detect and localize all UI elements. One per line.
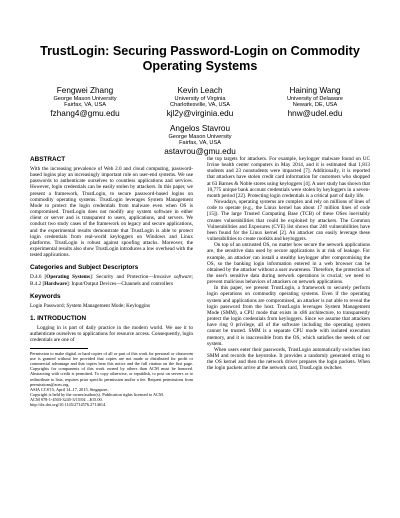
conference-info: ASIA CCS'15, April 14–17, 2015, Singapore.. [30, 386, 110, 392]
categories-heading: Categories and Subject Descriptors [30, 264, 139, 272]
author-affiliation: University of Delaware [287, 95, 343, 102]
author-email: fzhang4@gmu.edu [50, 108, 120, 118]
author-location: Charlottesville, VA, USA [170, 102, 230, 109]
doi-link[interactable]: http://dx.doi.org/10.1145/2714576.2714614. [30, 401, 107, 407]
footnote-divider [30, 348, 88, 349]
body-paragraph: On top of an untrusted OS, no matter how secure the network applications are, the sensitive data used by secure applications is at risk of leakage. For example, an attacker can install a stealthy keylogger after compromising the OS, so the banking login information entered in a web browser can be obtained by the attacker without a user awareness. Therefore, the protection of the user's sensitive data during network operations is crucial; we need to prevent malicious behaviors of attackers on network applications. [207, 242, 370, 286]
introduction-heading: 1. INTRODUCTION [30, 314, 87, 322]
body-paragraph: In this paper, we present TrustLogin, a framework to securely perform login operations on commodity operating systems. Even if the operating system and applications are compromised, an attacker is not able to reveal the login password from the host. TrustLogin leverages System Management Mode (SMM), a CPU mode that exists in x86 architecture, to transparently protect the login credentials from keyloggers. Since we assume that attackers have ring 0 privilege, all of the software including the operating system cannot be trusted. SMM is a separate CPU mode with isolated execution memory, and it is inaccessible from the OS, which satisfies the needs of our system. [207, 285, 370, 347]
category-rest: ]: Input/Output Devices—Channels and controllers [66, 280, 173, 287]
author-affiliation: University of Virginia [174, 95, 226, 102]
category-code: D.4.6 [ [30, 274, 47, 281]
body-paragraph: Nowadays, operating systems are complex and rely on millions of lines of code to operate (e.g., the Linux kernel has about 17 million lines of code [15]). The large Trusted Computing Base (TCB) of these OSes inevitably creates vulnerabilities that could be exploited by attackers. The Common Vulnerabilities and Exposures (CVE) list shows that 240 vulnerabilities have been found for the Linux kernel [2]. An attacker can easily leverage these vulnerabilities to create rootkits and keyloggers. [207, 199, 370, 243]
author-email: kjl2y@virginia.edu [166, 108, 234, 118]
author-block [145, 124, 255, 156]
category-italic: Invasive software [153, 274, 192, 281]
acm-isbn: ACM 978-1-4503-3245-3/15/04 ...$15.00. [30, 396, 103, 402]
author-name: Angelos Stavrou [169, 124, 231, 133]
left-column [30, 156, 193, 407]
author-email: hnw@udel.edu [287, 108, 343, 118]
author-email: astavrou@gmu.edu [164, 146, 236, 156]
category-code: ; B.4.2 [ [30, 274, 193, 287]
author-affiliation: George Mason University [53, 95, 117, 102]
abstract-text: With the increasing prevalence of Web 2.0 and cloud computing, password-based logins play an increasingly important role on user-end systems. We use passwords to authenticate ourselves to countless applications and services. However, login credentials can be easily stolen by attackers. In this paper, we present a framework, TrustLogin, to secure password-based logins on commodity operating systems. TrustLogin leverages System Management Mode to protect the login credentials from malware even when OS is compromised. TrustLogin does not modify any system software in either client or server and is transparent to users, applications, and servers. We conduct two study cases of the framework on legacy and secure applications, and the experimental results demonstrate that TrustLogin is able to protect login credentials from real-world keyloggers on Windows and Linux platforms. TrustLogin is robust against spoofing attacks. Moreover, the experimental results also show TrustLogin introduces a low overhead with the tested applications. [30, 166, 193, 259]
author-name: Fengwei Zhang [56, 86, 114, 95]
author-name: Kevin Leach [177, 86, 223, 95]
category-name: Hardware [44, 280, 67, 287]
right-column [207, 156, 370, 371]
authors-row [30, 86, 370, 118]
permission-notice: Permission to make digital or hard copies of all or part of this work for personal or classroom use is granted without fee provided that copies are not made or distributed for profit or commercial advantage and that copies bear this notice and the full citation on the first page. Copyrights for components of this work owned by others than ACM must be honored. Abstracting with credit is permitted. To copy otherwise, or republish, to post on servers or to redistribute to lists, requires prior specific permission and/or a fee. Request permissions from permissions@acm.org. [30, 351, 193, 387]
introduction-paragraph: Logging in is part of daily practice in the modern world. We use it to authenticate ourselves to applications for resource access. Consequently, login credentials are one of [30, 324, 193, 344]
keywords-heading: Keywords [30, 292, 61, 300]
keywords-text: Login Password; System Management Mode; Keyloggins [30, 302, 151, 309]
author-name: Haining Wang [289, 86, 341, 95]
author-block [30, 86, 140, 118]
author-affiliation: George Mason University [168, 133, 232, 140]
category-name: Operating Systems [46, 274, 90, 281]
abstract-heading: ABSTRACT [30, 156, 66, 163]
categories-text [30, 274, 193, 286]
author-location: Newark, DE, USA [292, 102, 338, 109]
author-location: Fairfax, VA, USA [179, 140, 221, 147]
body-paragraph: When users enter their passwords, TrustLogin automatically switches into SMM and records the keystroke. It provides a randomly generated string to the OS kernel and then the network driver prepares the login packets. When the login packets arrive at the network card, TrustLogin switches [207, 346, 370, 372]
author-block [145, 86, 255, 118]
copyright-notice: Copyright is held by the owner/author(s). Publication rights licensed to ACM. [30, 391, 164, 397]
body-paragraph: the top targets for attackers. For example, keylogger malware found on UC Irvine health center computers in May 2014, and it is estimated that 1,813 students and 23 nonstudents were impacted [7]. Additionally, it is reported that attackers have stolen credit card information for customers who shopped at 63 Barnes & Noble stores using keyloggers [4]. A user study has shown that 10,775 unique bank account credentials were stolen by keyloggers in a seven-month period [22]. Protecting login credentials is a critical part of daily life. [207, 156, 370, 199]
paper-title: TrustLogin: Securing Password-Login on Commodity Operating Systems [40, 44, 360, 73]
author-block [260, 86, 370, 118]
category-rest: ]: Security and Protection— [89, 274, 154, 281]
author-location: Fairfax, VA, USA [64, 102, 106, 109]
